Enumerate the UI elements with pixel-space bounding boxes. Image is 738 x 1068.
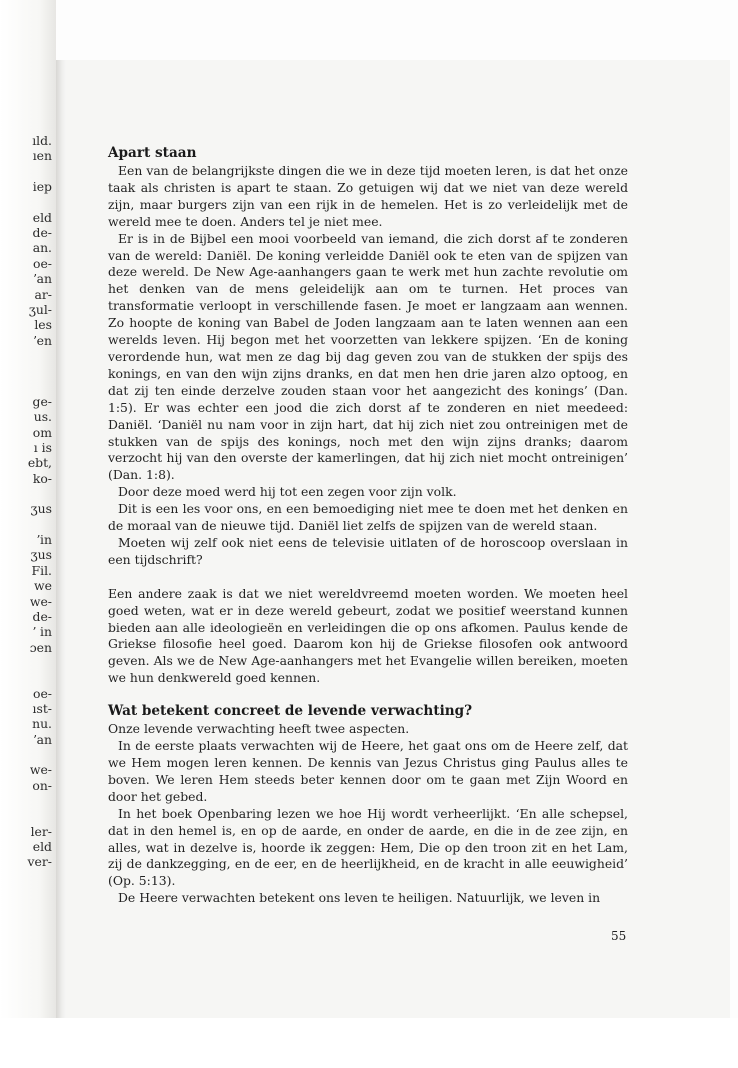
left-page-fragment: om [32,424,52,440]
left-page-fragment: ʒus [30,501,52,517]
left-page-fragment: ɔen [29,639,52,655]
left-page-fragment: ʒus [30,547,52,563]
left-page-edge [0,0,56,1068]
paragraph: Moeten wij zelf ook niet eens de televisie uitlaten of de horoscoop overslaan in een tijdschrift? [108,534,628,567]
left-page-fragment: ʼen [32,332,52,348]
left-page-fragment: eld [32,209,52,225]
left-page-fragment: Fil. [31,562,52,578]
left-page-fragment: les [34,317,52,333]
left-page-fragment: ʼan [32,271,52,287]
left-page-fragment: ʼin [36,532,52,548]
left-page-fragment: de- [32,225,52,241]
section-heading-levende-verwachting: Wat betekent concreet de levende verwachting? [108,703,473,720]
paragraph: In het boek Openbaring lezen we hoe Hij wordt verheerlijkt. ‘En alle schepsel, dat in den hemel is, en op de aarde, en onder de aarde, en die in de zee zijn, en alles, wat in dezelve is, hoorde ik zeggen: Hem, Die op den troon zit en het Lam, zij de dankzegging, en de eer, en de heerlijkheid, en de kracht in alle eeuwigheid’ (Op. 5:13). [108,805,628,889]
paragraph: Er is in de Bijbel een mooi voorbeeld van iemand, die zich dorst af te zonderen van de wereld: Daniël. De koning verleidde Daniël ook te eten van de spijzen van deze wereld. De New Age-aanhangers gaan te werk met hun zachte revolutie om het denken van de mens geleidelijk aan om te turnen. Het proces van transformatie verloopt in verschillende fasen. Je moet er langzaam aan wennen. Zo hoopte de koning van Babel de Joden langzaam aan te laten wennen aan een werelds leven. Hij begon met het voorzetten van lekkere spijzen. ‘En de koning verordende hun, wat men ze dag bij dag geven zou van de stukken der spijs des konings, en van den wijn zijns dranks, en dat men hen drie jaren alzo optoog, en dat zij ten einde derzelve zouden staan voor het aangezicht des konings’ (Dan. 1:5). Er was echter een jood die zich dorst af te zonderen en niet meedeed: Daniël. ‘Daniël nu nam voor in zijn hart, dat hij zich niet zou ontreinigen met de stukken van de spijs des konings, noch met den wijn zijns dranks; daarom verzocht hij van den overste der kamerlingen, dat hij zich niet mocht ontreinigen’ (Dan. 1:8). [108,230,628,483]
left-page-fragment: ʼan [32,731,52,747]
left-page-fragment: ıen [32,148,52,164]
paragraph: Dit is een les voor ons, en een bemoediging niet mee te doen met het denken en de moraal van de nieuwe tijd. Daniël liet zelfs de spijzen van de wereld staan. [108,501,628,534]
left-page-fragment: nu. [32,716,52,732]
left-page-fragment: an. [32,240,52,256]
left-page-fragment: we [34,578,52,594]
section-heading-apart-staan: Apart staan [108,145,197,161]
paragraph: De Heere verwachten betekent ons leven te heiligen. Natuurlijk, we leven in [118,890,601,906]
left-page-fragment: eld [32,839,52,855]
page-bottom-margin [0,1018,738,1068]
left-page-fragment: ko- [32,470,52,486]
left-page-fragment: oe- [33,685,52,701]
paragraph: Onze levende verwachting heeft twee aspecten. [108,721,410,737]
left-page-fragment: ıld. [32,133,52,148]
left-page-fragment: ar- [34,286,52,302]
page-number: 55 [611,929,627,943]
paragraph: Een van de belangrijkste dingen die we in deze tijd moeten leren, is dat het onze taak als christen is apart te staan. Zo getuigen wij dat we niet van deze wereld zijn, maar burgers zijn van een rijk in de hemelen. Het is zo verleidelijk met de wereld mee te doen. Anders tel je niet mee. [108,163,628,229]
left-page-fragment: ıst- [32,700,52,716]
left-page-fragment: ʼ in [32,624,52,640]
paragraph: In de eerste plaats verwachten wij de Heere, het gaat ons om de Heere zelf, dat we Hem mogen leren kennen. De kennis van Jezus Christus ging Paulus alles te boven. We leren Hem steeds beter kennen door om te gaan met Zijn Woord en door het gebed. [108,738,628,804]
left-page-fragment: de- [32,608,52,624]
left-page-fragment: ʒul- [28,301,52,317]
left-page-fragment: ge- [32,393,52,409]
left-page-fragment: ler- [30,823,52,839]
left-page-fragment: we- [29,593,52,609]
left-page-fragment: on- [32,777,52,793]
text-column [108,143,628,907]
left-page-fragment: iep [32,179,52,195]
left-page-fragment: us. [33,409,52,425]
paragraph: Een andere zaak is dat we niet wereldvreemd moeten worden. We moeten heel goed weten, wat er in deze wereld gebeurt, zodat we positief weerstand kunnen bieden aan alle ideologieën en verleidingen die op ons afkomen. Paulus kende de Griekse filosofie heel goed. Daarom kon hij de Griekse filosofen ook antwoord geven. Als we de New Age-aanhangers met het Evangelie willen bereiken, moeten we hun denkwereld goed kennen. [108,585,628,686]
left-page-fragment: ı is [33,440,52,455]
left-page-fragment: ebt, [27,455,52,471]
left-page-fragment: oe- [33,255,52,271]
paragraph: Door deze moed werd hij tot een zegen voor zijn volk. [118,484,457,500]
left-page-fragment: ver- [27,854,52,870]
left-page-fragment: we- [29,762,52,778]
book-gutter [56,60,66,1020]
